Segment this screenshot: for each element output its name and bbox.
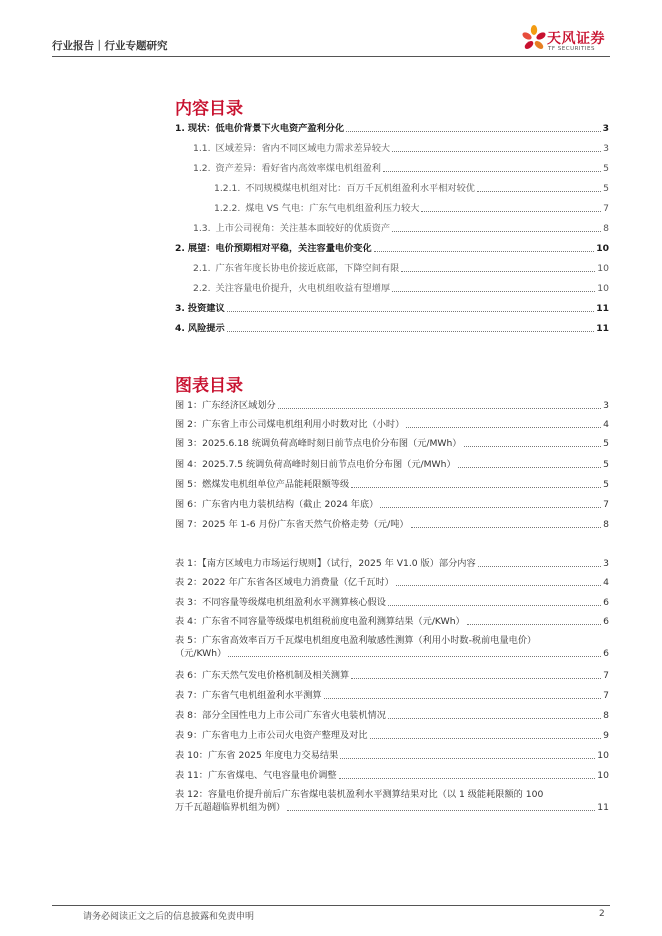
toc-number: 2.1.	[193, 263, 211, 274]
leader-dots	[324, 698, 602, 699]
table-page: 7	[603, 670, 609, 681]
leader-dots	[478, 566, 601, 567]
figure-entry[interactable]	[175, 516, 609, 531]
table-page: 8	[603, 710, 609, 721]
leader-dots	[227, 311, 595, 312]
leader-dots	[396, 585, 601, 586]
toc-text: 不同规模煤电机组对比：百万千瓦机组盈利水平相对较优	[245, 183, 475, 194]
figure-page: 5	[603, 459, 609, 470]
toc-number: 2.	[175, 243, 185, 254]
figure-entry[interactable]	[175, 397, 609, 412]
leader-dots	[278, 408, 602, 409]
toc-page: 8	[603, 223, 609, 234]
figure-text: 图 5：燃煤发电机组单位产品能耗限额等级	[175, 479, 350, 490]
toc-page: 10	[597, 263, 609, 274]
table-entry[interactable]	[175, 613, 609, 628]
leader-dots	[346, 131, 601, 132]
report-category: 行业报告｜行业专题研究	[52, 40, 168, 52]
table-text: 表 6：广东天然气发电价格机制及相关测算	[175, 670, 350, 681]
table-entry[interactable]	[175, 767, 609, 782]
leader-dots	[351, 487, 601, 488]
toc-page: 3	[602, 123, 609, 134]
leader-dots	[406, 427, 601, 428]
table-page: 6	[603, 597, 609, 608]
table-text: 表 3：不同容量等级煤电机组盈利水平测算核心假设	[175, 597, 386, 608]
table-entry[interactable]	[175, 574, 609, 589]
toc-entry[interactable]	[175, 120, 609, 135]
toc-page: 7	[603, 203, 609, 214]
leader-dots	[380, 507, 601, 508]
toc-number: 1.2.	[193, 163, 211, 174]
figure-entry[interactable]	[175, 456, 609, 471]
leader-dots	[392, 151, 601, 152]
table-text: 表 8：部分全国性电力上市公司广东省火电装机情况	[175, 710, 386, 721]
toc-entry[interactable]	[175, 300, 609, 315]
toc-entry[interactable]	[214, 200, 609, 215]
figure-text: 图 7：2025 年 1-6 月份广东省天然气价格走势（元/吨）	[175, 519, 409, 530]
toc-entry[interactable]	[214, 180, 609, 195]
figure-entry[interactable]	[175, 435, 609, 450]
table-entry[interactable]	[175, 555, 609, 570]
toc-text: 区域差异：省内不同区域电力需求差异较大	[215, 143, 391, 154]
table-text: 表 5：广东省高效率百万千瓦煤电机组度电盈利敏感性测算（利用小时数-税前电量电价）	[175, 635, 537, 646]
toc-number: 1.3.	[193, 223, 211, 234]
toc-page: 10	[597, 283, 609, 294]
leader-dots	[477, 191, 601, 192]
leader-dots	[374, 251, 595, 252]
page-number: 2	[599, 909, 605, 919]
toc-page: 5	[603, 183, 609, 194]
leader-dots	[467, 624, 601, 625]
toc-entry[interactable]	[193, 220, 609, 235]
table-page: 10	[597, 750, 609, 761]
table-page: 10	[597, 770, 609, 781]
figure-text: 图 2：广东省上市公司煤电机组利用小时数对比（小时）	[175, 419, 405, 430]
toc-text: 广东省年度长协电价接近底部，下降空间有限	[215, 263, 400, 274]
leader-dots	[421, 211, 601, 212]
toc-page: 11	[596, 303, 609, 314]
table-text: 表 12：容量电价提升前后广东省煤电装机盈利水平测算结果对比（以 1 级能耗限额的 100	[175, 789, 544, 800]
disclaimer-text: 请务必阅读正文之后的信息披露和免责申明	[83, 912, 255, 922]
leader-dots	[411, 527, 602, 528]
table-entry[interactable]	[175, 667, 609, 682]
leader-dots	[370, 738, 602, 739]
leader-dots	[392, 231, 601, 232]
table-entry[interactable]	[175, 687, 609, 702]
leader-dots	[464, 446, 602, 447]
table-text-continued	[175, 647, 609, 660]
leader-dots	[392, 291, 595, 292]
toc-text: 现状：低电价背景下火电资产盈利分化	[187, 123, 345, 134]
toc-number: 1.	[175, 123, 185, 134]
leader-dots	[228, 656, 601, 657]
toc-page: 5	[603, 163, 609, 174]
toc-entry[interactable]	[175, 320, 609, 335]
table-text: 表 7：广东省气电机组盈利水平测算	[175, 690, 322, 701]
toc-text: 投资建议	[187, 303, 225, 314]
logo-subtext: TF SECURITIES	[548, 46, 595, 52]
figure-text: 图 3：2025.6.18 统调负荷高峰时刻日前节点电价分布图（元/MWh）	[175, 438, 462, 449]
toc-entry[interactable]	[193, 160, 609, 175]
figure-entry[interactable]	[175, 416, 609, 431]
figure-page: 4	[603, 419, 609, 430]
table-page: 6	[603, 616, 609, 627]
table-page: 3	[603, 558, 609, 569]
table-entry[interactable]	[175, 594, 609, 609]
toc-number: 1.2.1.	[214, 183, 241, 194]
leader-dots	[388, 605, 601, 606]
logo-text: 天风证券	[547, 31, 605, 47]
footer-divider	[52, 905, 610, 906]
leader-dots	[340, 758, 595, 759]
table-entry[interactable]	[175, 747, 609, 762]
leader-dots	[401, 271, 595, 272]
table-text-continued	[175, 801, 609, 814]
leader-dots	[388, 718, 601, 719]
table-text: 表 2：2022 年广东省各区域电力消费量（亿千瓦时）	[175, 577, 394, 588]
leader-dots	[339, 778, 596, 779]
toc-number: 4.	[175, 323, 185, 334]
table-text: 表 1：【南方区域电力市场运行规则】（试行，2025 年 V1.0 版）部分内容	[175, 558, 476, 569]
company-logo	[521, 24, 613, 56]
table-entry[interactable]	[175, 707, 609, 722]
toc-page: 10	[596, 243, 609, 254]
toc-page: 3	[603, 143, 609, 154]
table-text: 表 10：广东省 2025 年度电力交易结果	[175, 750, 339, 761]
toc-number: 3.	[175, 303, 185, 314]
figures-title: 图表目录	[175, 376, 243, 396]
leader-dots	[383, 171, 601, 172]
leader-dots	[227, 331, 595, 332]
toc-number: 1.2.2.	[214, 203, 241, 214]
toc-text: 煤电 VS 气电：广东气电机组盈利压力较大	[245, 203, 420, 214]
table-text: 万千瓦超超临界机组为例）	[175, 802, 286, 813]
figure-entry[interactable]	[175, 476, 609, 491]
pinwheel-logo-icon	[521, 24, 547, 54]
table-page: 4	[603, 577, 609, 588]
table-entry[interactable]	[175, 634, 609, 660]
figure-page: 8	[603, 519, 609, 530]
table-page: 6	[603, 648, 609, 659]
leader-dots	[287, 810, 595, 811]
table-page: 7	[603, 690, 609, 701]
toc-page: 11	[596, 323, 609, 334]
figure-entry[interactable]	[175, 496, 609, 511]
table-text: （元/KWh）	[175, 648, 227, 659]
figure-text: 图 1：广东经济区域划分	[175, 400, 276, 411]
table-text: 表 4：广东省不同容量等级煤电机组税前度电盈利测算结果（元/KWh）	[175, 616, 465, 627]
header-divider	[52, 56, 610, 57]
table-page: 9	[603, 730, 609, 741]
toc-number: 1.1.	[193, 143, 211, 154]
table-entry[interactable]	[175, 727, 609, 742]
toc-entry[interactable]	[193, 140, 609, 155]
figure-page: 5	[603, 479, 609, 490]
toc-text: 风险提示	[187, 323, 225, 334]
leader-dots	[351, 678, 601, 679]
figure-text: 图 4：2025.7.5 统调负荷高峰时刻日前节点电价分布图（元/MWh）	[175, 459, 456, 470]
table-text: 表 11：广东省煤电、气电容量电价调整	[175, 770, 337, 781]
toc-text: 关注容量电价提升，火电机组收益有望增厚	[215, 283, 391, 294]
leader-dots	[458, 467, 601, 468]
figure-page: 5	[603, 438, 609, 449]
toc-entry[interactable]	[175, 240, 609, 255]
toc-entry[interactable]	[193, 280, 609, 295]
figure-page: 3	[603, 400, 609, 411]
toc-text: 资产差异：看好省内高效率煤电机组盈利	[215, 163, 381, 174]
toc-entry[interactable]	[193, 260, 609, 275]
figure-page: 7	[603, 499, 609, 510]
table-text: 表 9：广东省电力上市公司火电资产整理及对比	[175, 730, 368, 741]
table-page: 11	[597, 802, 609, 813]
contents-title: 内容目录	[175, 99, 243, 119]
toc-text: 展望：电价预期相对平稳，关注容量电价变化	[187, 243, 372, 254]
toc-text: 上市公司视角：关注基本面较好的优质资产	[215, 223, 391, 234]
toc-number: 2.2.	[193, 283, 211, 294]
table-entry[interactable]	[175, 788, 609, 814]
figure-text: 图 6：广东省内电力装机结构（截止 2024 年底）	[175, 499, 379, 510]
